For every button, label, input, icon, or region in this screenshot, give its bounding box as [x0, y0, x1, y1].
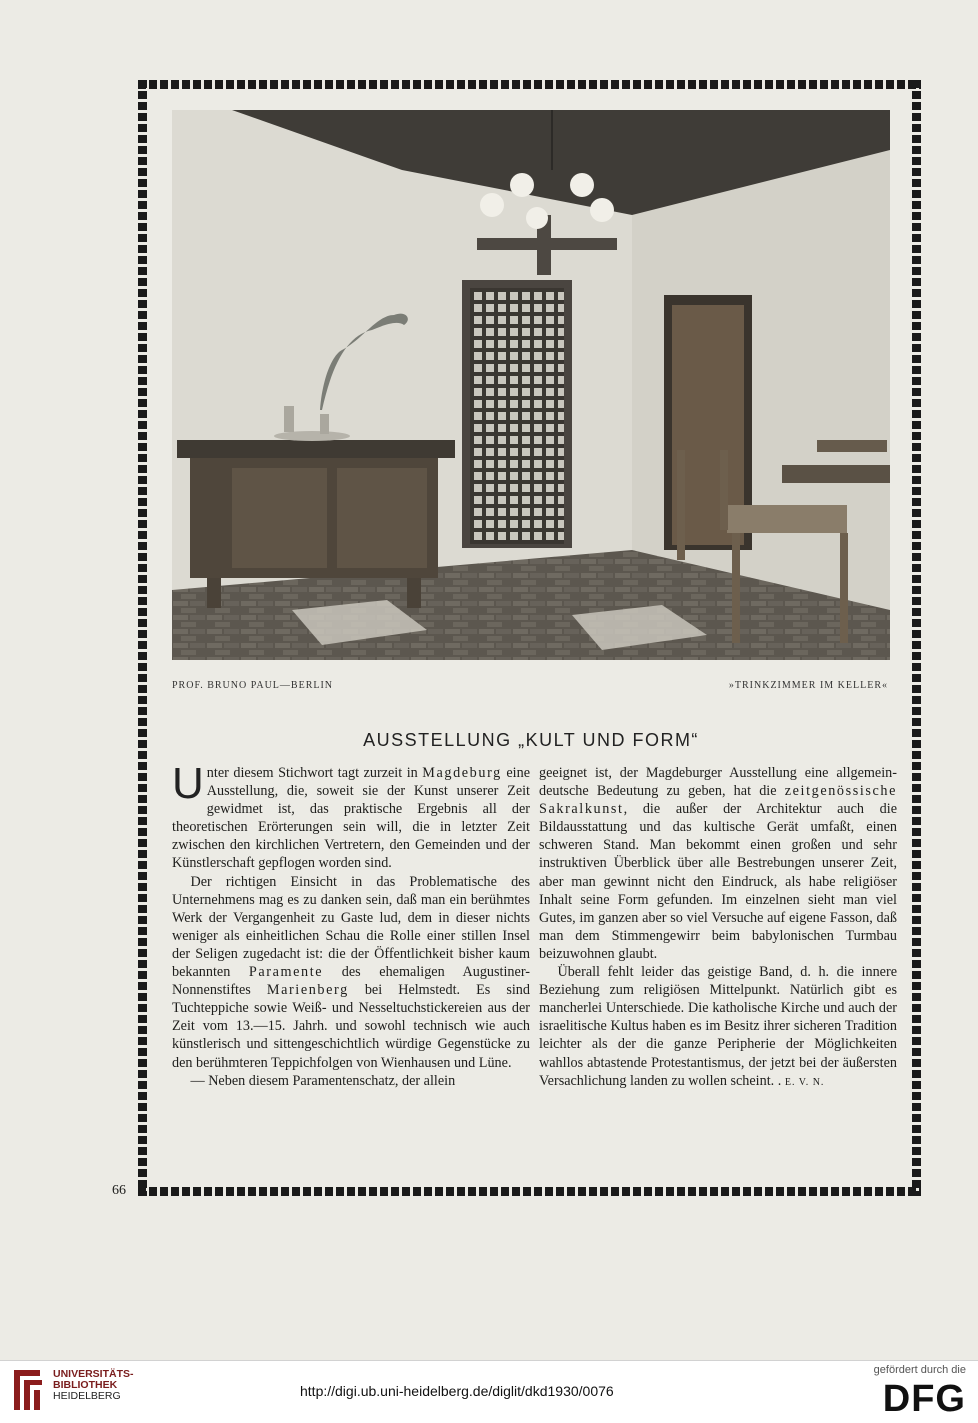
emphasized-text: Marienberg	[266, 982, 349, 999]
emphasized-text: zeitgenössische Sakralkunst	[539, 783, 897, 818]
text-column-left	[172, 759, 530, 1090]
emphasized-text: Paramente	[248, 964, 324, 981]
author-signature: E. V. N.	[784, 1076, 825, 1088]
trinkzimmer-image	[172, 110, 890, 660]
frame-border-left	[138, 80, 147, 1196]
paragraph: — Neben diesem Paramentenschatz, der allein	[190, 1072, 456, 1089]
interior-photograph	[172, 110, 890, 660]
text-run: eine Ausstellung, die, soweit sie der Kunst unserer Zeit gewidmet ist, das praktische Ergebnis all der theoretischen Erörterungen sein will, die in letzter Zeit zwischen den kirchlichen Vertretern, den Gemeinden und der Künstlerschaft gepflogen worden sind.	[172, 765, 530, 872]
text-run: nter diesem Stichwort tagt zurzeit in	[206, 765, 423, 781]
frame-border-right	[912, 80, 921, 1196]
paragraph	[539, 963, 897, 1092]
photo-caption-artist: PROF. BRUNO PAUL—BERLIN	[172, 680, 334, 691]
text-run: Der richtigen Einsicht in das Problematische des Unternehmens mag es zu danken sein, daß man ein berühmtes Werk der Vergangenheit zu Gaste lud, dem in dieser nichts weniger als einheitlichen Schau die Rolle einer stillen Insel der Seligen zugedacht ist: die der Öffentlichkeit bisher kaum bekannten	[172, 873, 530, 981]
text-run: des ehemaligen Augustiner-Nonnenstiftes	[172, 964, 530, 999]
paragraph	[172, 759, 530, 873]
page-number: 66	[112, 1183, 126, 1198]
dfg-logo: DFG	[882, 1378, 966, 1420]
article-title: AUSSTELLUNG „KULT UND FORM“	[363, 730, 699, 750]
drop-cap: U	[172, 759, 204, 808]
frame-border-bottom	[138, 1187, 921, 1196]
digitization-footer	[0, 1360, 978, 1423]
library-name	[53, 1369, 134, 1402]
text-run: , die außer der Architektur auch die Bildausstattung und das kultische Gerät umfaßt, einen schweren Stand. Man bekommt einen großen und sehr instruktiven Überblick über alle Bestrebungen unserer Zeit, aber man gewinnt nicht den Eindruck, als habe religiöser Inhalt seine Form gefunden. Im einzelnen sieht man viel Gutes, im ganzen aber so viel Versuche auf eigene Fasson, daß man dem Stimmengewirr beim babylonischen Turmbau beizuwohnen glaubt.	[539, 801, 897, 962]
library-logo-icon	[10, 1364, 48, 1416]
library-name-line: UNIVERSITÄTS-	[53, 1368, 134, 1380]
frame-border-top	[138, 80, 921, 89]
text-run: Überall fehlt leider das geistige Band, d. h. die innere Beziehung zum religiösen Mittelpunkt. Natürlich gibt es mancherlei Unterschiede. Die katholische Kirche und auch der israelitische Kultus haben es im Besitz ihrer sicheren Tradition leichter als der die ganze Peripherie der Möglichkeiten wahllos abtastende Protestantismus, der jetzt bei der äußersten Versachlichung landen zu wollen scheint. .	[539, 964, 897, 1089]
photo-caption-title: »TRINKZIMMER IM KELLER«	[728, 680, 888, 691]
paragraph	[172, 873, 530, 1072]
paragraph	[539, 764, 897, 963]
source-url[interactable]: http://digi.ub.uni-heidelberg.de/diglit/dkd1930/0076	[300, 1383, 614, 1399]
funding-note: gefördert durch die	[873, 1364, 966, 1376]
library-name-line: BIBLIOTHEK	[53, 1379, 118, 1391]
text-column-right	[539, 764, 897, 1092]
library-name-line: HEIDELBERG	[53, 1390, 121, 1402]
text-run: geeignet ist, der Magdeburger Ausstellung eine allgemein-deutsche Bedeutung zu geben, hat die	[539, 765, 897, 800]
text-run: bei Helmstedt. Es sind Tuchteppiche sowie Weiß- und Nesseltuchstickereien aus der Zeit vom 13.—15. Jahrh. und sowohl technisch wie auch künstlerisch und sittengeschichtlich würdige Gegenstücke zu den berühmteren Teppichfolgen von Wienhausen und Lüne.	[172, 982, 530, 1071]
emphasized-text: Magdeburg	[422, 765, 502, 781]
